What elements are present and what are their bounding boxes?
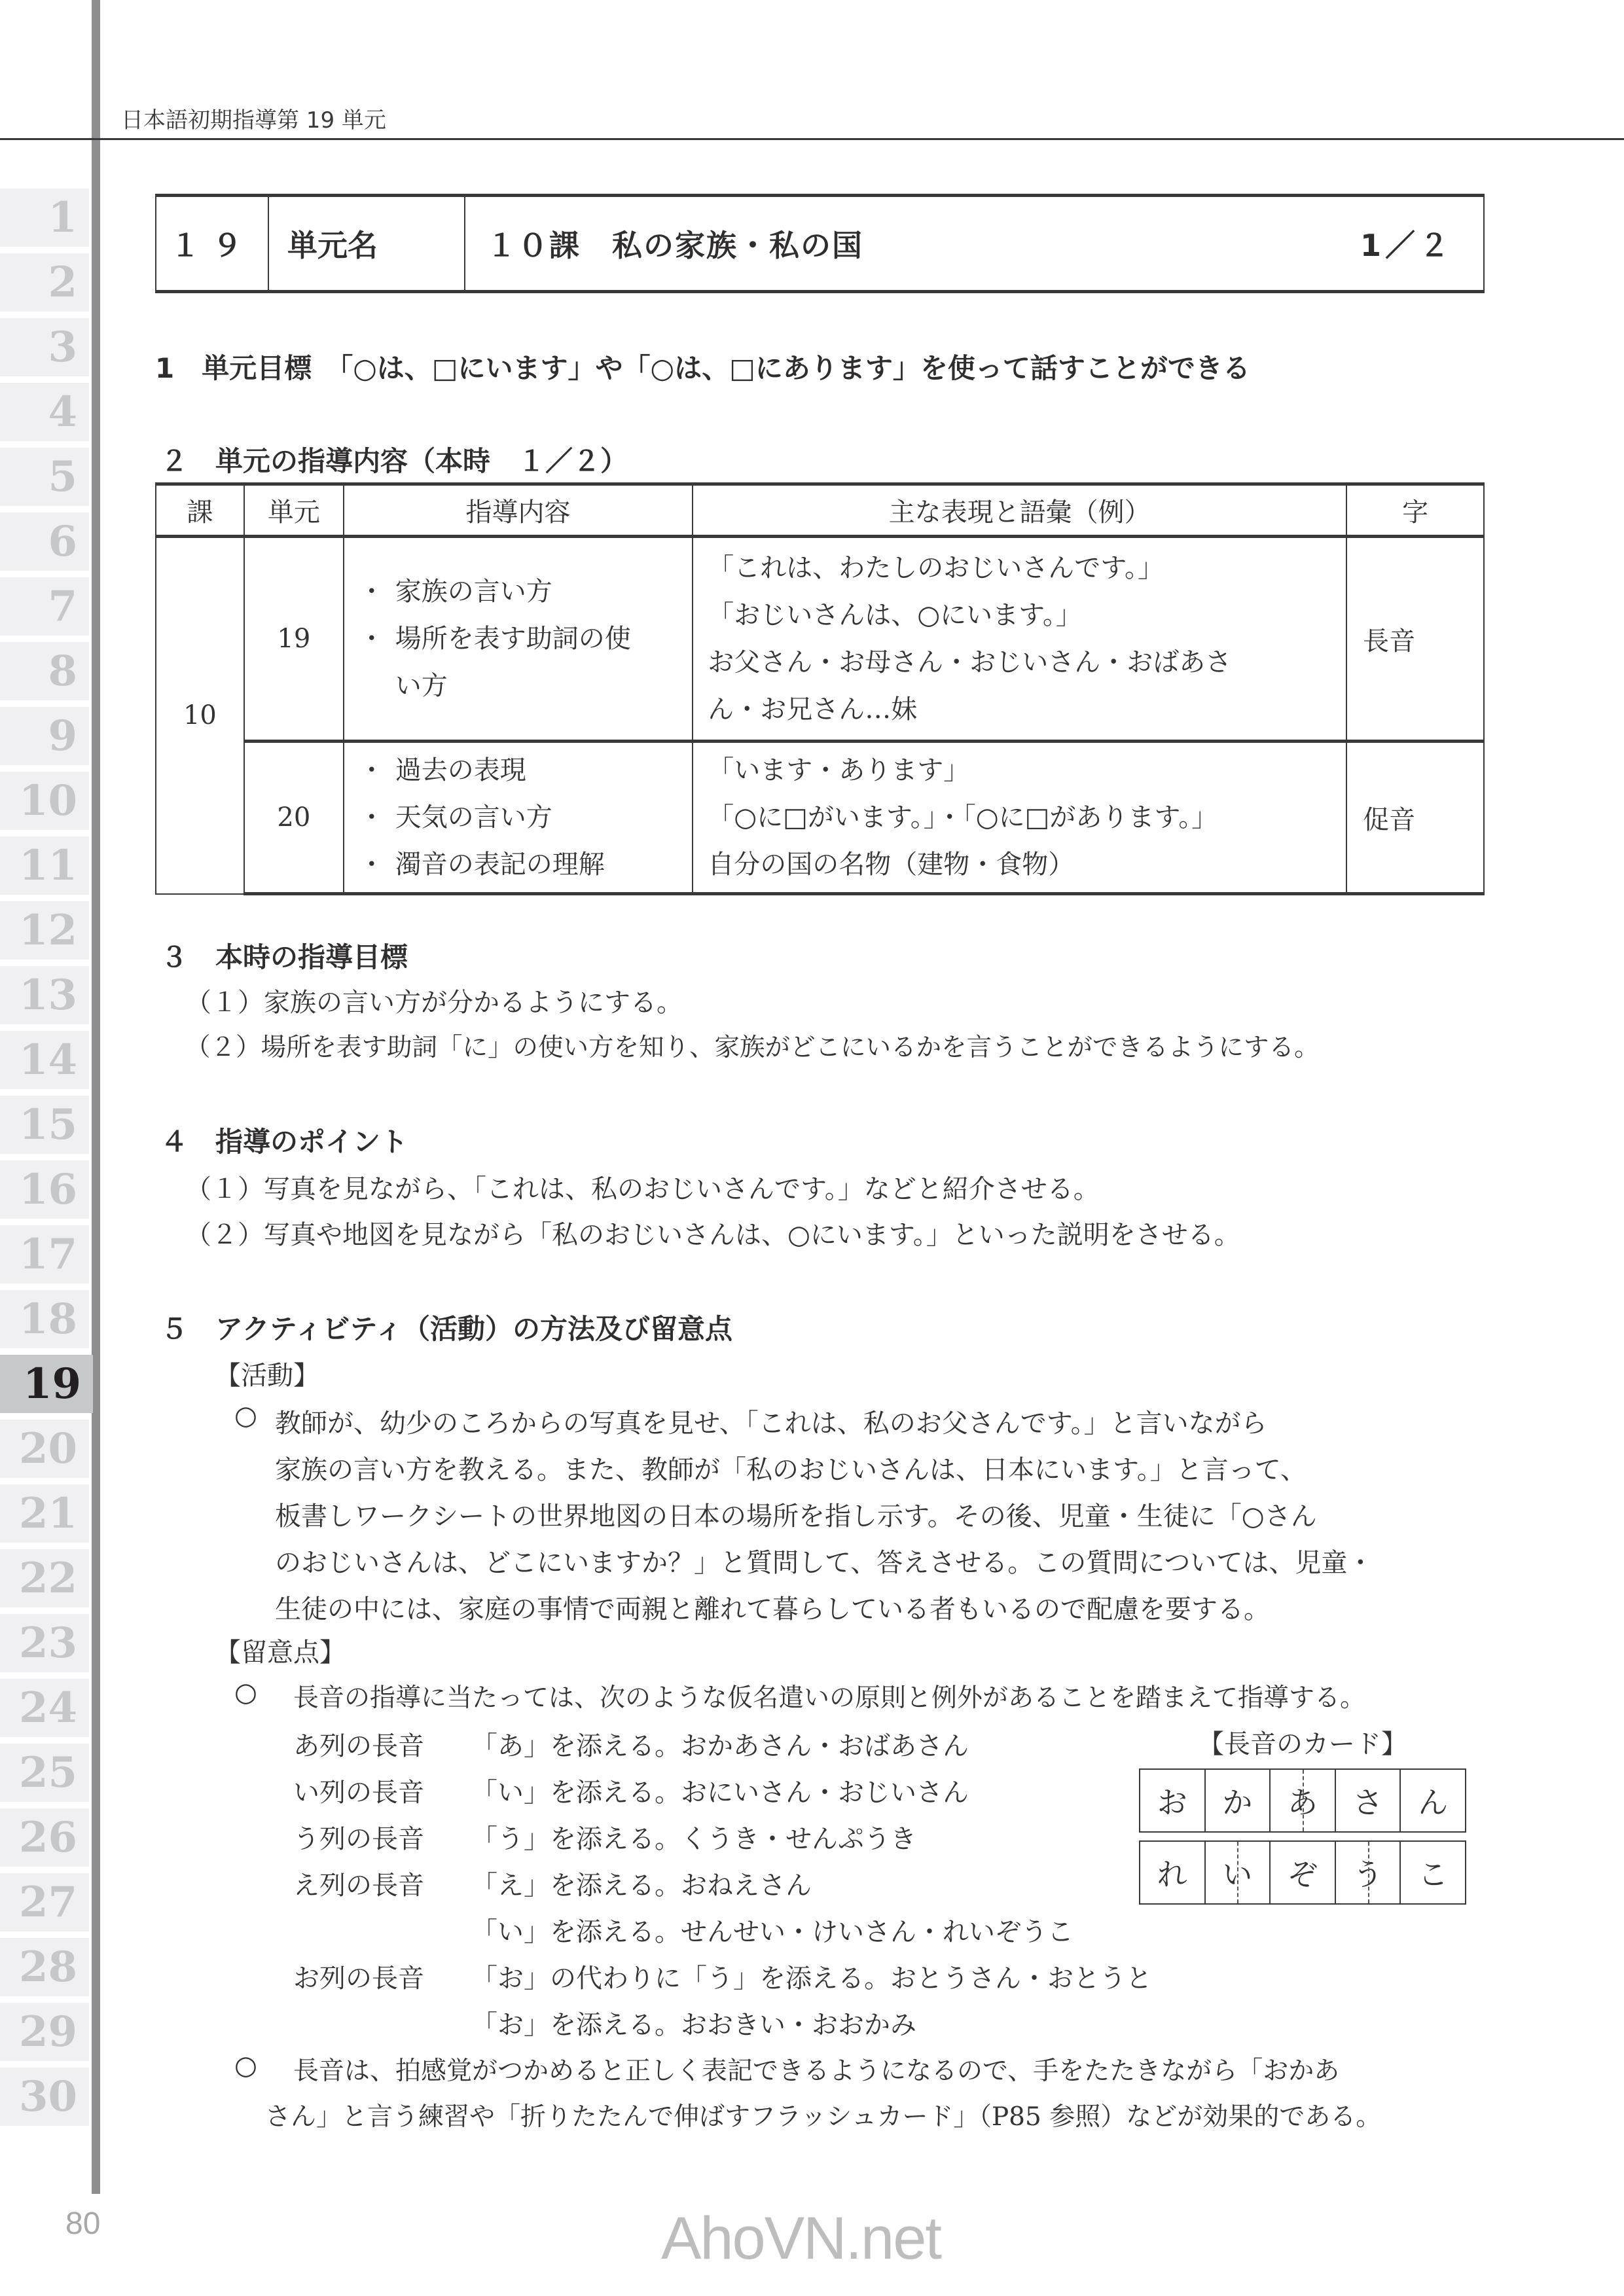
rule-label: え列の長音 bbox=[293, 1871, 424, 1901]
chapter-tab-1[interactable]: 1 bbox=[0, 188, 89, 247]
card-okaasan bbox=[1139, 1768, 1466, 1833]
col-header-expressions: 主な表現と語彙（例） bbox=[693, 484, 1346, 537]
section3-heading: ３ 本時の指導目標 bbox=[160, 941, 408, 973]
chapter-tab-26[interactable]: 26 bbox=[0, 1808, 89, 1867]
chapter-tab-20[interactable]: 20 bbox=[0, 1420, 89, 1478]
chapter-tab-30[interactable]: 30 bbox=[0, 2068, 89, 2126]
chapter-tab-3[interactable]: 3 bbox=[0, 318, 89, 376]
goal-item: （１）家族の言い方が分かるようにする。 bbox=[185, 988, 683, 1018]
chapter-tab-24[interactable]: 24 bbox=[0, 1679, 89, 1737]
chapter-tab-19[interactable]: 19 bbox=[0, 1355, 93, 1413]
rule-label: う列の長音 bbox=[293, 1824, 424, 1854]
watermark: AhoVN.net bbox=[661, 2205, 941, 2272]
bullet: ・ bbox=[358, 755, 385, 785]
rule-label: あ列の長音 bbox=[293, 1731, 424, 1761]
expressions-cell bbox=[693, 742, 1346, 894]
rule-label: い列の長音 bbox=[293, 1778, 424, 1808]
col-header-contents: 指導内容 bbox=[344, 484, 693, 537]
card-title: 【長音のカード】 bbox=[1198, 1729, 1407, 1759]
chapter-tab-18[interactable]: 18 bbox=[0, 1290, 89, 1348]
circle-mark: ○ bbox=[234, 1401, 257, 1431]
activity-line: 板書しワークシートの世界地図の日本の場所を指し示す。その後、児童・生徒に「○さん bbox=[275, 1501, 1317, 1532]
unit-cell: 19 bbox=[244, 537, 344, 742]
char-cell: 長音 bbox=[1346, 537, 1484, 742]
note2-line: さん」と言う練習や「折りたたんで伸ばすフラッシュカード」（P85 参照）などが効果的である。 bbox=[265, 2102, 1382, 2132]
content-item: 過去の表現 bbox=[395, 755, 526, 785]
card-cell: い bbox=[1205, 1841, 1271, 1904]
card-cell: れ bbox=[1140, 1841, 1205, 1904]
chapter-tab-13[interactable]: 13 bbox=[0, 966, 89, 1024]
goal-item: （２）場所を表す助詞「に」の使い方を知り、家族がどこにいるかを言うことができるようにする。 bbox=[185, 1033, 1320, 1062]
table-row bbox=[156, 537, 1484, 742]
chapter-tabs bbox=[0, 188, 89, 2132]
expression-line: お父さん・お母さん・おじいさん・おばあさ bbox=[708, 647, 1232, 677]
section1-heading: 1 単元目標 「○は、□にいます」や「○は、□にあります」を使って話すことができる bbox=[155, 352, 1250, 384]
chapter-tab-6[interactable]: 6 bbox=[0, 512, 89, 571]
header-rule bbox=[0, 138, 1624, 140]
table-row bbox=[156, 742, 1484, 894]
table-header-row bbox=[156, 484, 1484, 537]
rule-row bbox=[293, 1909, 1152, 1956]
chapter-tab-14[interactable]: 14 bbox=[0, 1031, 89, 1089]
long-vowel-rules bbox=[293, 1723, 1152, 2049]
bullet: ・ bbox=[358, 802, 385, 833]
unit-plan-table bbox=[155, 482, 1485, 895]
activity-line: 家族の言い方を教える。また、教師が「私のおじいさんは、日本にいます。」と言って、 bbox=[275, 1455, 1307, 1485]
chapter-tab-9[interactable]: 9 bbox=[0, 707, 89, 765]
chapter-tab-29[interactable]: 29 bbox=[0, 2003, 89, 2061]
bullet: ・ bbox=[358, 624, 385, 654]
note1: 長音の指導に当たっては、次のような仮名遣いの原則と例外があることを踏まえて指導する。 bbox=[293, 1683, 1366, 1713]
unit-number: １９ bbox=[156, 197, 269, 290]
card-cell: こ bbox=[1400, 1841, 1466, 1904]
card-cell: う bbox=[1335, 1841, 1401, 1904]
content-item: 濁音の表記の理解 bbox=[395, 850, 605, 880]
unit-title-box bbox=[155, 194, 1485, 293]
rule-text: 「お」を添える。おおきい・おおかみ bbox=[471, 2010, 916, 2040]
card-cell: ん bbox=[1400, 1769, 1466, 1832]
contents-cell bbox=[344, 537, 693, 742]
chapter-tab-2[interactable]: 2 bbox=[0, 253, 89, 312]
card-cell: お bbox=[1140, 1769, 1205, 1832]
content-item: い方 bbox=[395, 671, 448, 701]
bullet: ・ bbox=[358, 850, 385, 880]
chapter-tab-10[interactable]: 10 bbox=[0, 772, 89, 830]
rule-label: お列の長音 bbox=[293, 1964, 424, 1994]
rule-text: 「お」の代わりに「う」を添える。おとうさん・おとうと bbox=[471, 1964, 1152, 1994]
running-head: 日本語初期指導第 19 単元 bbox=[121, 107, 386, 134]
chapter-tab-21[interactable]: 21 bbox=[0, 1484, 89, 1543]
rule-row bbox=[293, 2002, 1152, 2049]
col-header-lesson: 課 bbox=[156, 484, 244, 537]
circle-mark: ○ bbox=[234, 2051, 257, 2081]
chapter-tab-12[interactable]: 12 bbox=[0, 901, 89, 960]
notes-label: 【留意点】 bbox=[215, 1638, 346, 1668]
session-count: 1／２ bbox=[1360, 228, 1453, 263]
rule-row bbox=[293, 1770, 1152, 1816]
chapter-tab-15[interactable]: 15 bbox=[0, 1096, 89, 1154]
rule-text: 「い」を添える。おにいさん・おじいさん bbox=[471, 1778, 969, 1808]
activity-label: 【活動】 bbox=[215, 1361, 319, 1391]
expression-line: 「これは、わたしのおじいさんです。」 bbox=[708, 553, 1164, 583]
expression-line: 「○に□がいます。」・「○に□があります。」 bbox=[708, 802, 1218, 833]
char-cell: 促音 bbox=[1346, 742, 1484, 894]
unit-title: １０課 私の家族・私の国 bbox=[486, 228, 863, 263]
card-reizouko bbox=[1139, 1840, 1466, 1905]
page-number: 80 bbox=[65, 2206, 101, 2241]
content-item: 場所を表す助詞の使 bbox=[395, 624, 631, 654]
card-cell: ぞ bbox=[1270, 1841, 1335, 1904]
activity-line: のおじいさんは、どこにいますか？」と質問して、答えさせる。この質問については、児童・ bbox=[275, 1548, 1374, 1578]
rule-row bbox=[293, 1816, 1152, 1863]
chapter-tab-17[interactable]: 17 bbox=[0, 1225, 89, 1283]
chapter-tab-5[interactable]: 5 bbox=[0, 448, 89, 506]
expression-line: 「おじいさんは、○にいます。」 bbox=[708, 600, 1082, 630]
rule-row bbox=[293, 1956, 1152, 2002]
chapter-tab-11[interactable]: 11 bbox=[0, 836, 89, 895]
content-item: 家族の言い方 bbox=[395, 577, 552, 607]
rule-text: 「あ」を添える。おかあさん・おばあさん bbox=[471, 1731, 969, 1761]
content-item: 天気の言い方 bbox=[395, 802, 552, 833]
long-vowel-card-figure bbox=[1139, 1723, 1466, 1905]
note2-line: 長音は、拍感覚がつかめると正しく表記できるようになるので、手をたたきながら「おかあ bbox=[293, 2056, 1340, 2086]
unit-label: 単元名 bbox=[269, 197, 465, 290]
circle-mark: ○ bbox=[234, 1677, 257, 1708]
activity-paragraph bbox=[275, 1401, 1373, 1633]
chapter-tab-28[interactable]: 28 bbox=[0, 1938, 89, 1996]
chapter-tab-22[interactable]: 22 bbox=[0, 1549, 89, 1607]
point-item: （１）写真を見ながら、「これは、私のおじいさんです。」などと紹介させる。 bbox=[185, 1174, 1100, 1204]
chapter-tab-7[interactable]: 7 bbox=[0, 577, 89, 636]
section5-heading: ５ アクティビティ（活動）の方法及び留意点 bbox=[160, 1313, 733, 1345]
chapter-tab-25[interactable]: 25 bbox=[0, 1744, 89, 1802]
rule-row bbox=[293, 1863, 1152, 1909]
contents-cell bbox=[344, 742, 693, 894]
card-cell: か bbox=[1205, 1769, 1271, 1832]
rule-text: 「い」を添える。せんせい・けいさん・れいぞうこ bbox=[471, 1917, 1074, 1947]
point-item: （２）写真や地図を見ながら「私のおじいさんは、○にいます。」といった説明をさせる。 bbox=[185, 1220, 1240, 1250]
rule-text: 「え」を添える。おねえさん bbox=[471, 1871, 812, 1901]
rule-text: 「う」を添える。くうき・せんぷうき bbox=[471, 1824, 916, 1854]
col-header-char: 字 bbox=[1346, 484, 1484, 537]
unit-cell: 20 bbox=[244, 742, 344, 894]
expression-line: 「います・あります」 bbox=[708, 755, 970, 785]
activity-line: 生徒の中には、家庭の事情で両親と離れて暮らしている者もいるので配慮を要する。 bbox=[275, 1594, 1270, 1624]
chapter-tab-4[interactable]: 4 bbox=[0, 383, 89, 441]
col-header-unit: 単元 bbox=[244, 484, 344, 537]
chapter-tab-27[interactable]: 27 bbox=[0, 1873, 89, 1931]
expressions-cell bbox=[693, 537, 1346, 742]
expression-line: 自分の国の名物（建物・食物） bbox=[708, 850, 1075, 880]
rule-row bbox=[293, 1723, 1152, 1770]
section2-heading: ２ 単元の指導内容（本時 １／２） bbox=[160, 445, 628, 477]
margin-bar bbox=[92, 0, 100, 2194]
chapter-tab-16[interactable]: 16 bbox=[0, 1160, 89, 1219]
card-cell: さ bbox=[1335, 1769, 1401, 1832]
activity-line: 教師が、幼少のころからの写真を見せ、「これは、私のお父さんです。」と言いながら bbox=[275, 1408, 1267, 1439]
chapter-tab-23[interactable]: 23 bbox=[0, 1614, 89, 1672]
expression-line: ん・お兄さん…妹 bbox=[708, 694, 918, 725]
chapter-tab-8[interactable]: 8 bbox=[0, 642, 89, 700]
lesson-cell: 10 bbox=[156, 537, 244, 894]
section4-heading: ４ 指導のポイント bbox=[160, 1126, 408, 1158]
bullet: ・ bbox=[358, 577, 385, 607]
card-cell: あ bbox=[1270, 1769, 1335, 1832]
